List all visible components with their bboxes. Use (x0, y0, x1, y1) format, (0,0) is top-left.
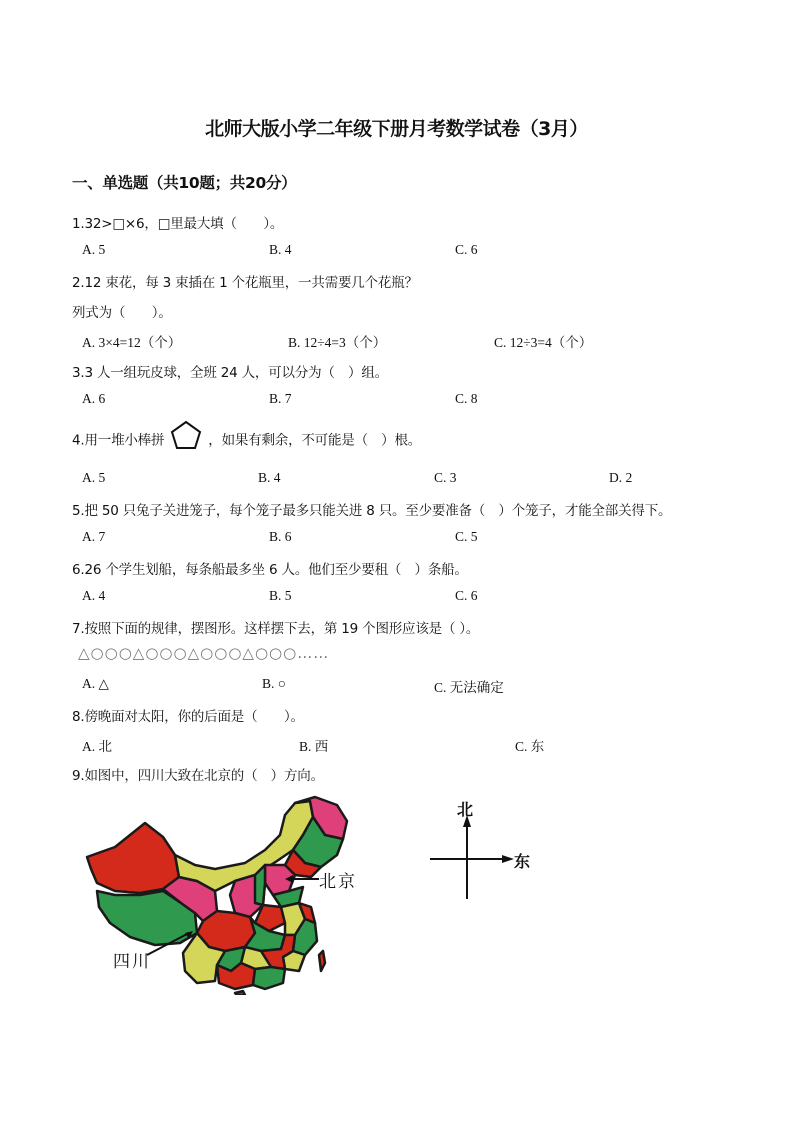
question-2-stem-line2: 列式为（ ）。 (72, 305, 172, 321)
section-heading: 一、单选题（共10题；共20分） (72, 174, 297, 192)
q2-option-c: C. 12÷3=4（个） (494, 335, 593, 350)
q1-option-c: C. 6 (455, 242, 478, 257)
q4-option-b: B. 4 (258, 470, 281, 485)
q6-option-a: A. 4 (82, 588, 106, 603)
q2-option-b: B. 12÷4=3（个） (288, 335, 387, 350)
compass-east-label: 东 (514, 852, 531, 871)
q5-option-a: A. 7 (82, 529, 106, 544)
compass-north-label: 北 (457, 800, 474, 819)
china-map-figure (85, 795, 365, 999)
q8-option-c: C. 东 (515, 739, 545, 754)
q3-option-b: B. 7 (269, 391, 292, 406)
question-5-stem: 5.把 50 只兔子关进笼子，每个笼子最多只能关进 8 只。至少要准备（ ）个笼子，才能全部关得下。 (72, 503, 672, 519)
q4-option-d: D. 2 (609, 470, 633, 485)
question-6-stem: 6.26 个学生划船，每条船最多坐 6 人。他们至少要租（ ）条船。 (72, 562, 468, 578)
q4-stem-pre: 4.用一堆小棒拼 (72, 432, 165, 449)
map-label-beijing: 北京 (319, 872, 357, 892)
pentagon-icon (170, 420, 202, 461)
q7-option-b: B. ○ (262, 676, 286, 691)
q7-option-c: C. 无法确定 (434, 680, 504, 695)
question-1-stem: 1.32>□×6，□里最大填（ ）。 (72, 216, 284, 232)
question-9-stem: 9.如图中，四川大致在北京的（ ）方向。 (72, 768, 324, 784)
question-2-stem: 2.12 束花，每 3 束插在 1 个花瓶里，一共需要几个花瓶？ (72, 275, 418, 291)
q7-option-a: A. △ (82, 676, 109, 691)
q8-option-a: A. 北 (82, 739, 112, 754)
q5-option-c: C. 5 (455, 529, 478, 544)
q6-option-c: C. 6 (455, 588, 478, 603)
q1-option-b: B. 4 (269, 242, 292, 257)
q8-option-b: B. 西 (299, 739, 329, 754)
page-title: 北师大版小学二年级下册月考数学试卷（3月） (205, 118, 588, 140)
shape-pattern: △○○○△○○○△○○○△○○○…… (78, 644, 330, 662)
question-3-stem: 3.3 人一组玩皮球，全班 24 人，可以分为（ ）组。 (72, 365, 388, 381)
q2-option-a: A. 3×4=12（个） (82, 335, 182, 350)
map-label-sichuan: 四川 (113, 952, 151, 972)
q3-option-a: A. 6 (82, 391, 106, 406)
question-7-stem: 7.按照下面的规律，摆图形。这样摆下去，第 19 个图形应该是（ ）。 (72, 621, 480, 637)
q5-option-b: B. 6 (269, 529, 292, 544)
q4-option-a: A. 5 (82, 470, 106, 485)
question-4-stem (72, 420, 421, 461)
question-8-stem: 8.傍晚面对太阳，你的后面是（ ）。 (72, 709, 304, 725)
q4-option-c: C. 3 (434, 470, 457, 485)
q4-stem-post: ，如果有剩余，不可能是（ ）根。 (208, 432, 422, 449)
q6-option-b: B. 5 (269, 588, 292, 603)
q3-option-c: C. 8 (455, 391, 478, 406)
compass-figure (426, 797, 546, 906)
q1-option-a: A. 5 (82, 242, 106, 257)
